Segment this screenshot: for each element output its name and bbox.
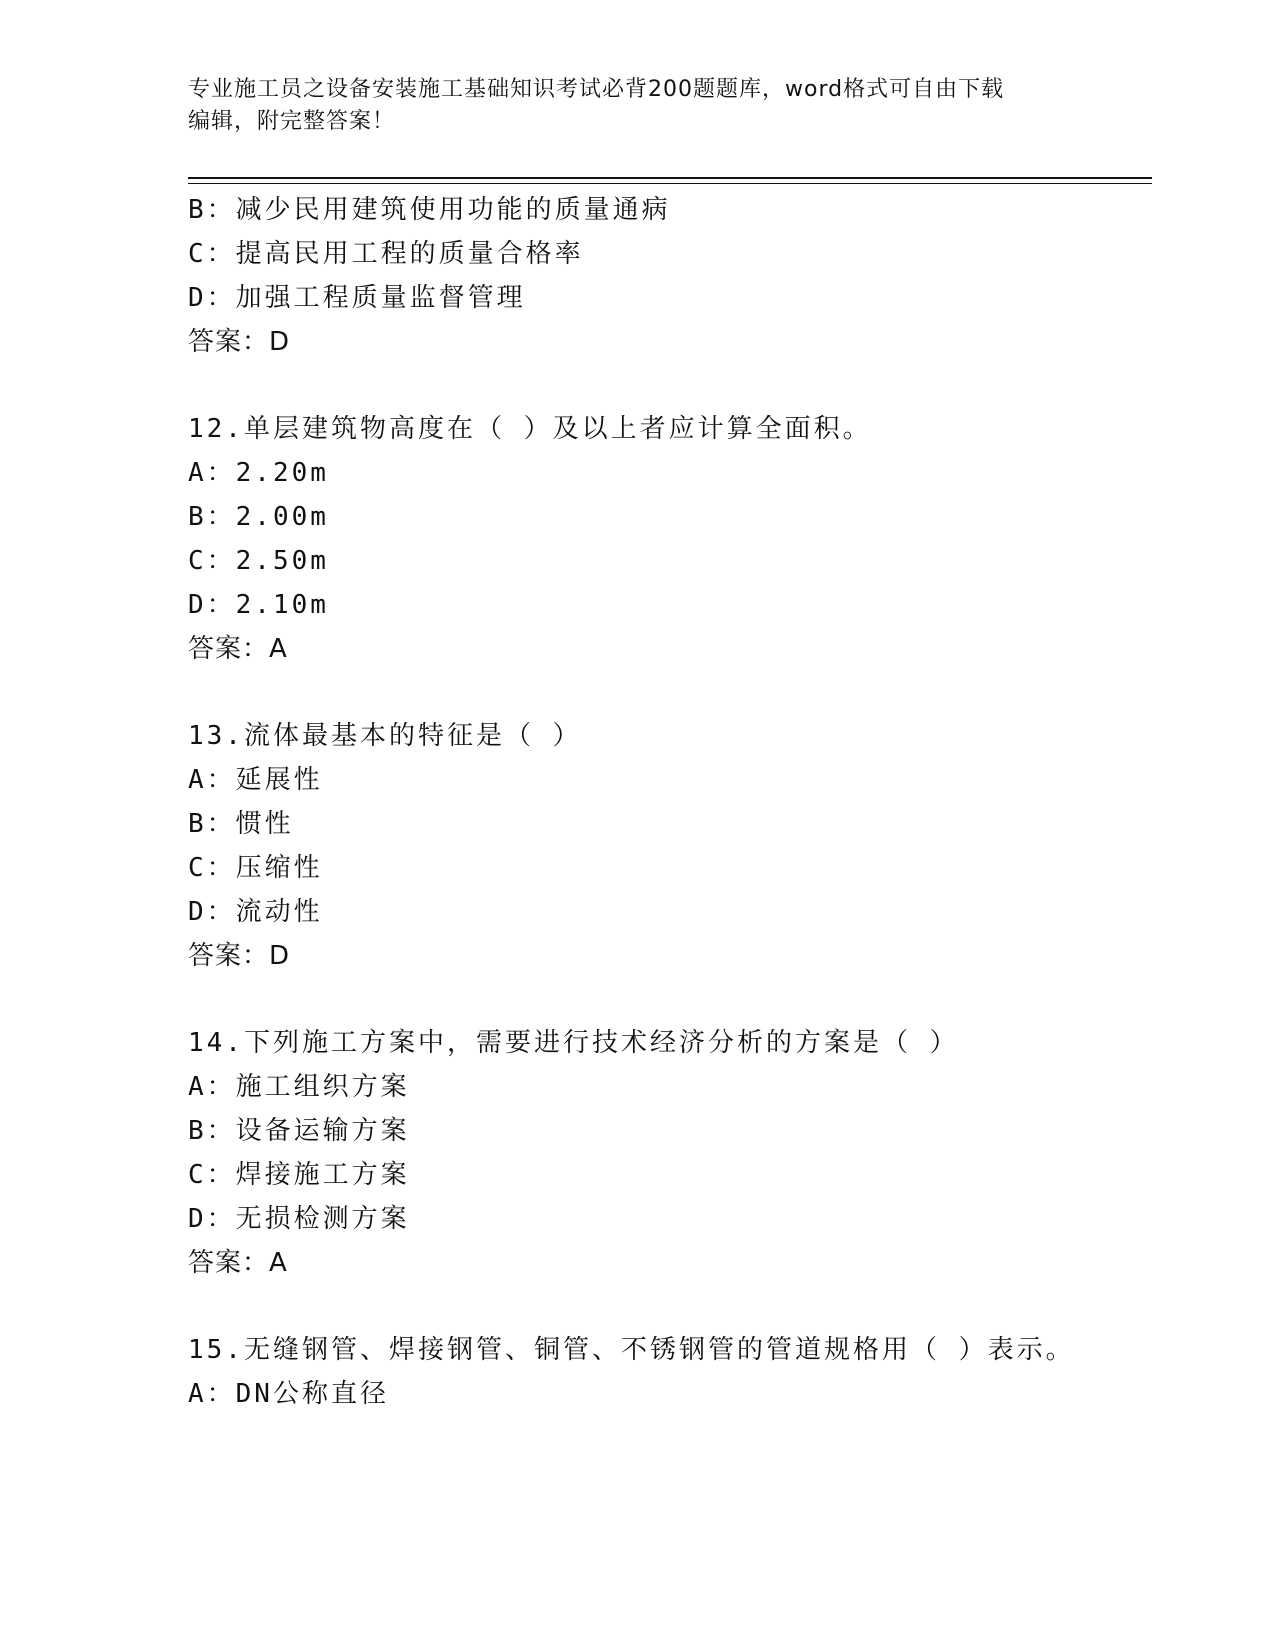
option-d: D：加强工程质量监督管理 xyxy=(188,283,526,313)
option-c: C：压缩性 xyxy=(188,853,323,883)
option-a: A：DN公称直径 xyxy=(188,1379,389,1409)
option-b: B：设备运输方案 xyxy=(188,1116,410,1146)
option-a: A：施工组织方案 xyxy=(188,1072,410,1102)
header-divider-thick xyxy=(188,177,1152,179)
question-stem: 13.流体最基本的特征是（ ） xyxy=(188,721,582,751)
option-d: D：2.10m xyxy=(188,590,329,620)
option-d: D：流动性 xyxy=(188,897,323,927)
option-b: B：惯性 xyxy=(188,809,294,839)
header-line-2: 编辑，附完整答案！ xyxy=(188,109,396,134)
option-a: A：延展性 xyxy=(188,765,323,795)
option-d: D：无损检测方案 xyxy=(188,1204,410,1234)
answer: 答案：D xyxy=(188,327,291,357)
header-divider-thin xyxy=(188,183,1152,184)
option-c: C：2.50m xyxy=(188,546,329,576)
answer: 答案：D xyxy=(188,941,291,971)
document-header xyxy=(188,74,1088,138)
option-b: B：减少民用建筑使用功能的质量通病 xyxy=(188,195,671,225)
question-stem: 15.无缝钢管、焊接钢管、铜管、不锈钢管的管道规格用（ ）表示。 xyxy=(188,1335,1075,1365)
question-stem: 12.单层建筑物高度在（ ）及以上者应计算全面积。 xyxy=(188,414,872,444)
option-c: C：提高民用工程的质量合格率 xyxy=(188,239,584,269)
answer: 答案：A xyxy=(188,634,288,664)
option-c: C：焊接施工方案 xyxy=(188,1160,410,1190)
question-stem: 14.下列施工方案中，需要进行技术经济分析的方案是（ ） xyxy=(188,1028,959,1058)
header-line-1: 专业施工员之设备安装施工基础知识考试必背200题题库，word格式可自由下载 xyxy=(188,77,1005,102)
answer: 答案：A xyxy=(188,1248,288,1278)
option-a: A：2.20m xyxy=(188,458,329,488)
option-b: B：2.00m xyxy=(188,502,329,532)
